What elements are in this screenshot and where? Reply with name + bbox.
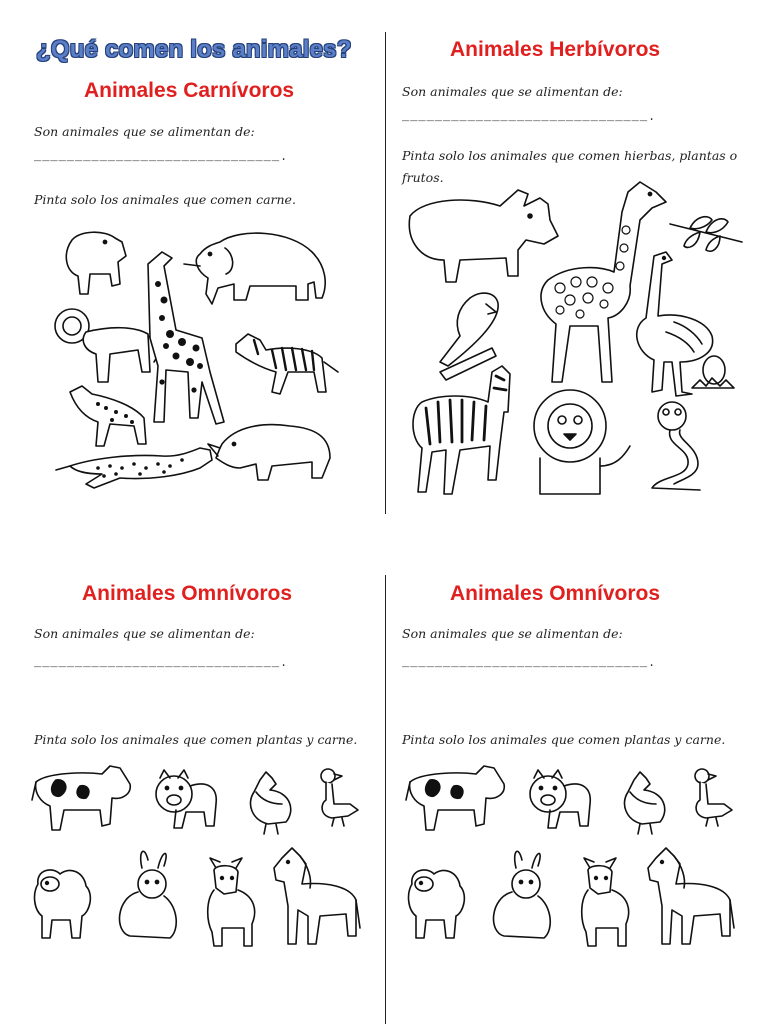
definition-text: Son animales que se alimentan de:	[34, 626, 255, 641]
horse-drawing[interactable]	[648, 848, 734, 944]
duck-drawing[interactable]	[695, 769, 732, 826]
lion-drawing[interactable]	[534, 390, 630, 494]
zebra-drawing[interactable]	[413, 366, 510, 494]
hen-drawing[interactable]	[624, 772, 664, 834]
hyena-drawing[interactable]	[70, 386, 146, 446]
panel-omnivoros-1	[0, 560, 385, 1024]
rhino-drawing[interactable]	[208, 425, 330, 480]
ostrich-drawing[interactable]	[637, 252, 713, 396]
panel-title: Animales Herbívoros	[450, 38, 661, 61]
snake-drawing[interactable]	[652, 402, 700, 490]
goat-drawing[interactable]	[582, 858, 629, 946]
answer-blank[interactable]: ______________________________.	[34, 656, 289, 670]
sheep-drawing[interactable]	[409, 870, 465, 938]
rabbit-drawing[interactable]	[494, 851, 551, 938]
panel-herbivoros	[390, 0, 760, 520]
panel-carnivoros	[0, 0, 360, 520]
definition-text: Son animales que se alimentan de:	[402, 84, 623, 99]
pig-drawing[interactable]	[156, 770, 216, 828]
animals-illustration	[404, 760, 734, 970]
animals-illustration	[50, 222, 340, 507]
instruction-text: Pinta solo los animales que comen plantas y carne.	[402, 732, 726, 747]
instruction-text: Pinta solo los animales que comen hierbas, plantas o frutos.	[402, 148, 738, 185]
animals-illustration	[30, 760, 360, 970]
cow-drawing[interactable]	[406, 766, 504, 830]
parrot-drawing[interactable]	[440, 293, 498, 380]
branch-drawing[interactable]	[670, 217, 742, 252]
panel-omnivoros-2	[390, 560, 760, 1024]
hippo-drawing[interactable]	[66, 232, 126, 294]
panel-title: Animales Omnívoros	[82, 582, 293, 605]
sheep-drawing[interactable]	[35, 870, 91, 938]
definition-text: Son animales que se alimentan de:	[402, 626, 623, 641]
divider-top	[385, 32, 386, 514]
lion-drawing[interactable]	[55, 309, 157, 382]
answer-blank[interactable]: ______________________________.	[402, 110, 657, 124]
pig-drawing[interactable]	[530, 770, 590, 828]
cow-drawing[interactable]	[32, 766, 130, 830]
panel-title: Animales Carnívoros	[84, 79, 295, 102]
cheetah-drawing[interactable]	[56, 448, 212, 488]
answer-blank[interactable]: ______________________________.	[402, 656, 657, 670]
instruction-text: Pinta solo los animales que comen carne.	[34, 192, 296, 207]
egg-drawing[interactable]	[692, 356, 734, 388]
hen-drawing[interactable]	[250, 772, 290, 834]
goat-drawing[interactable]	[208, 858, 255, 946]
zebra-drawing[interactable]	[236, 334, 338, 394]
duck-drawing[interactable]	[321, 769, 358, 826]
definition-text: Son animales que se alimentan de:	[34, 124, 255, 139]
animals-illustration	[400, 176, 745, 511]
divider-bottom	[385, 575, 386, 1024]
page-title: ¿Qué comen los animales?	[36, 36, 352, 63]
horse-drawing[interactable]	[274, 848, 360, 944]
instruction-text: Pinta solo los animales que comen plantas y carne.	[34, 732, 358, 747]
answer-blank[interactable]: ______________________________.	[34, 150, 289, 164]
rabbit-drawing[interactable]	[120, 851, 177, 938]
elephant-drawing[interactable]	[184, 233, 325, 304]
panel-title: Animales Omnívoros	[450, 582, 661, 605]
rhino-drawing[interactable]	[409, 190, 558, 282]
